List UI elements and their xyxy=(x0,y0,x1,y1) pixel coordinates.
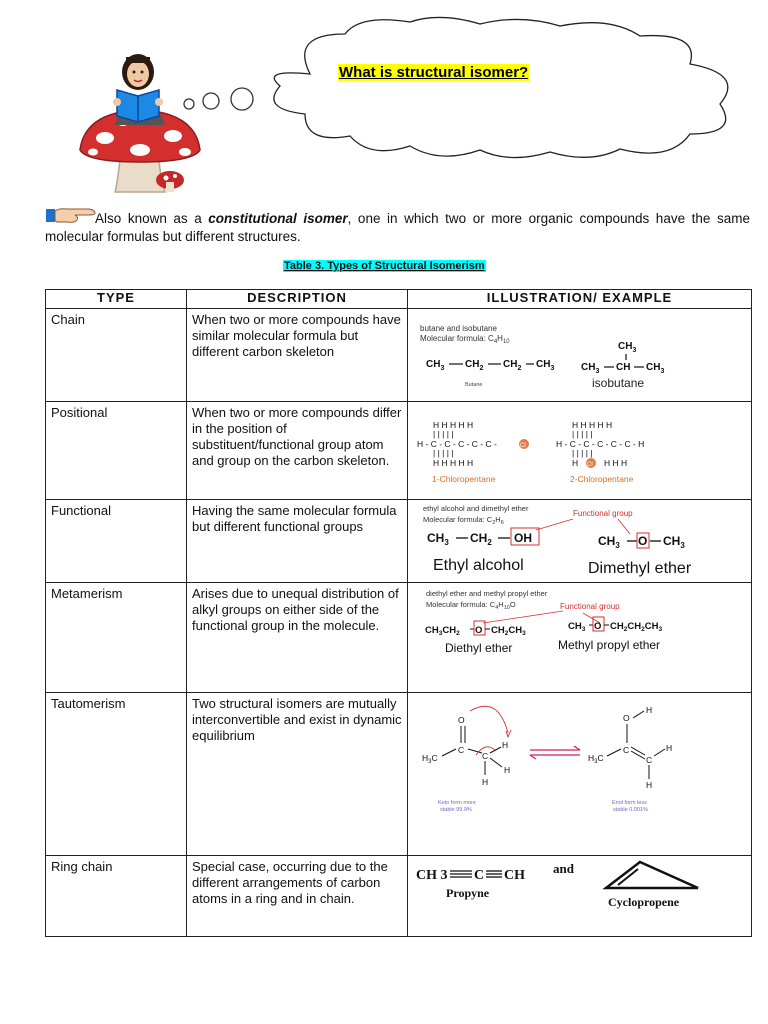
methyl-propyl-ether-name: Methyl propyl ether xyxy=(558,638,661,652)
svg-text:CH3: $CH_3$ xyxy=(581,362,600,375)
isobutane-caption: isobutane xyxy=(592,376,645,390)
cyclopropene-name: Cyclopropene xyxy=(608,895,680,909)
cyclopropene-structure xyxy=(606,862,698,888)
svg-text:| | | | |: | | | | | xyxy=(433,429,454,439)
methyl-propyl-ether-structure xyxy=(568,617,662,633)
svg-text:H3C: $H_3C$ xyxy=(588,753,604,765)
row-type-positional: Positional xyxy=(46,402,187,500)
row-type-metamerism: Metamerism xyxy=(46,583,187,693)
svg-text:CH3CH2: $CH_3CH_2$ xyxy=(425,625,460,637)
svg-text:H3C: $H_3C$ xyxy=(422,753,438,765)
table-row xyxy=(46,309,752,402)
svg-text:C: C xyxy=(623,745,630,755)
chain-heading: butane and isobutane xyxy=(420,324,497,333)
svg-text:CH 3: CH 3 xyxy=(416,868,448,883)
row-description-chain: When two or more compounds have similar molecular formula but different carbon skeleton xyxy=(187,309,408,402)
functional-heading: ethyl alcohol and dimethyl ether xyxy=(423,504,529,513)
row-type-functional: Functional xyxy=(46,500,187,583)
row-type-chain: Chain xyxy=(46,309,187,402)
chloropentane-2-structure xyxy=(556,420,644,468)
row-description-functional: Having the same molecular formula but different functional groups xyxy=(187,500,408,583)
svg-text:H: H xyxy=(646,705,653,715)
svg-text:CH3: $CH_3$ xyxy=(427,531,449,547)
row-description-positional: When two or more compounds differ in the position of substituent/functional group atom and group on the carbon skeleton. xyxy=(187,402,408,500)
propyne-name: Propyne xyxy=(446,886,490,900)
svg-text:H H H H H: H H H H H xyxy=(433,458,474,468)
keto-form-structure xyxy=(422,706,511,787)
enol-note-line2: stable 0.001% xyxy=(613,807,648,813)
svg-text:C: C xyxy=(482,751,489,761)
keto-note-line2: stable 99.9% xyxy=(440,807,472,813)
chain-formula: Molecular formula: $C_4H_{10}$ xyxy=(420,334,510,345)
svg-text:| | | | |: | | | | | xyxy=(572,429,593,439)
row-type-tautomerism: Tautomerism xyxy=(46,693,187,856)
diethyl-ether-structure xyxy=(425,621,526,637)
svg-text:H: H xyxy=(666,743,673,753)
row-description-tautomerism: Two structural isomers are mutually interconvertible and exist in dynamic equilibrium xyxy=(187,693,408,856)
keto-note-line1: Keto form more xyxy=(438,800,476,806)
illustration-ring-chain xyxy=(408,856,752,937)
illustration-metamerism xyxy=(408,583,752,693)
chloropentane-2-name: 2-Chloropentane xyxy=(570,474,634,484)
metamerism-functional-group-label: Functional group xyxy=(560,602,620,611)
svg-text:Cl: Cl xyxy=(520,443,526,449)
girl-reading-on-mushroom-illustration xyxy=(75,50,205,200)
row-description-ring-chain: Special case, occurring due to the different arrangements of carbon atoms in a ring and in chain. xyxy=(187,856,408,937)
metamerism-heading: diethyl ether and methyl propyl ether xyxy=(426,589,548,598)
propyne-structure xyxy=(416,868,525,883)
table-caption: Table 3. Types of Structural Isomerism xyxy=(284,260,485,272)
svg-text:C: C xyxy=(474,868,485,883)
svg-text:C: C xyxy=(646,755,653,765)
illustration-functional xyxy=(408,500,752,583)
svg-text:O: O xyxy=(623,713,630,723)
enol-note-line1: Enol form less xyxy=(612,800,647,806)
svg-text:CH2: $CH_2$ xyxy=(470,531,492,547)
illustration-tautomerism xyxy=(408,693,752,856)
svg-text:CH: CH xyxy=(616,362,631,373)
and-label: and xyxy=(553,861,574,876)
svg-text:O: O xyxy=(458,715,465,725)
ethyl-alcohol-structure xyxy=(427,528,539,547)
svg-text:CH3: $CH_3$ xyxy=(618,341,637,354)
svg-text:H - C - C - C - C - C -: H - C - C - C - C - C - xyxy=(417,439,497,449)
illustration-positional xyxy=(408,402,752,500)
svg-text:O: O xyxy=(638,534,648,548)
chloropentane-1-structure xyxy=(417,420,529,468)
thought-bubbles xyxy=(180,85,260,115)
svg-text:CH3: $CH_3$ xyxy=(426,359,445,372)
table-row xyxy=(46,402,752,500)
svg-text:| | | | |: | | | | | xyxy=(433,448,454,458)
svg-text:O: O xyxy=(475,625,483,636)
diethyl-ether-name: Diethyl ether xyxy=(445,641,513,655)
svg-text:H: H xyxy=(504,765,511,775)
table-row xyxy=(46,856,752,937)
svg-text:CH3: $CH_3$ xyxy=(536,359,555,372)
svg-text:H: H xyxy=(572,458,579,468)
svg-text:CH2CH3: $CH_2CH_3$ xyxy=(491,625,526,637)
isobutane-structure xyxy=(581,341,664,375)
dimethyl-ether-structure xyxy=(598,533,685,550)
svg-text:H - C - C - C - C - C - H: H - C - C - C - C - C - H xyxy=(556,439,645,449)
svg-text:CH2: $CH_2$ xyxy=(465,359,484,372)
row-description-metamerism: Arises due to unequal distribution of alkyl groups on either side of the functional group in the molecule. xyxy=(187,583,408,693)
enol-form-structure xyxy=(588,705,672,790)
header-description: DESCRIPTION xyxy=(187,290,408,309)
svg-text:CH3: $CH_3$ xyxy=(646,362,665,375)
table-header-row xyxy=(46,290,752,309)
metamerism-formula: Molecular formula: $C_4H_{10}O$ xyxy=(426,600,516,611)
svg-text:CH2CH2CH3: $CH_2CH_2CH_3$ xyxy=(610,621,663,633)
svg-text:H: H xyxy=(482,777,489,787)
intro-text-pre: Also known as a xyxy=(95,211,209,226)
butane-caption: Butane xyxy=(465,382,483,388)
table-row xyxy=(46,693,752,856)
svg-text:C: C xyxy=(458,745,465,755)
svg-text:H H H H H: H H H H H xyxy=(433,420,474,430)
header-type: TYPE xyxy=(46,290,187,309)
svg-text:CH3: $CH_3$ xyxy=(568,621,586,633)
svg-text:CH: CH xyxy=(504,868,525,883)
intro-emphasis-term: constitutional isomer xyxy=(208,211,348,226)
header-illustration: ILLUSTRATION/ EXAMPLE xyxy=(408,290,752,309)
svg-text:CH3: $CH_3$ xyxy=(663,534,685,550)
svg-text:H: H xyxy=(502,740,509,750)
svg-text:O: O xyxy=(594,621,602,632)
functional-group-label: Functional group xyxy=(573,509,633,518)
intro-paragraph xyxy=(45,210,750,246)
isomerism-table xyxy=(45,289,752,937)
equilibrium-arrows xyxy=(530,746,580,759)
illustration-chain xyxy=(408,309,752,402)
svg-text:H: H xyxy=(646,780,653,790)
table-row xyxy=(46,583,752,693)
svg-text:H H H: H H H xyxy=(604,458,628,468)
butane-structure xyxy=(426,359,554,372)
thought-cloud xyxy=(250,14,750,164)
svg-text:OH: OH xyxy=(514,531,532,545)
svg-text:| | | | |: | | | | | xyxy=(572,448,593,458)
svg-text:CH3: $CH_3$ xyxy=(598,534,620,550)
row-type-ring-chain: Ring chain xyxy=(46,856,187,937)
svg-text:H H H H H: H H H H H xyxy=(572,420,613,430)
functional-formula: Molecular formula: $C_2H_6$ xyxy=(423,515,504,526)
intro-text-post: , one in which two or more organic compounds have the same molecular formulas but different structures. xyxy=(45,211,750,244)
dimethyl-ether-name: Dimethyl ether xyxy=(588,560,692,577)
page-title-question: What is structural isomer? xyxy=(339,64,529,81)
ethyl-alcohol-name: Ethyl alcohol xyxy=(433,557,524,574)
table-row xyxy=(46,500,752,583)
svg-text:Cl: Cl xyxy=(587,462,593,468)
svg-text:CH2: $CH_2$ xyxy=(503,359,522,372)
chloropentane-1-name: 1-Chloropentane xyxy=(432,474,496,484)
